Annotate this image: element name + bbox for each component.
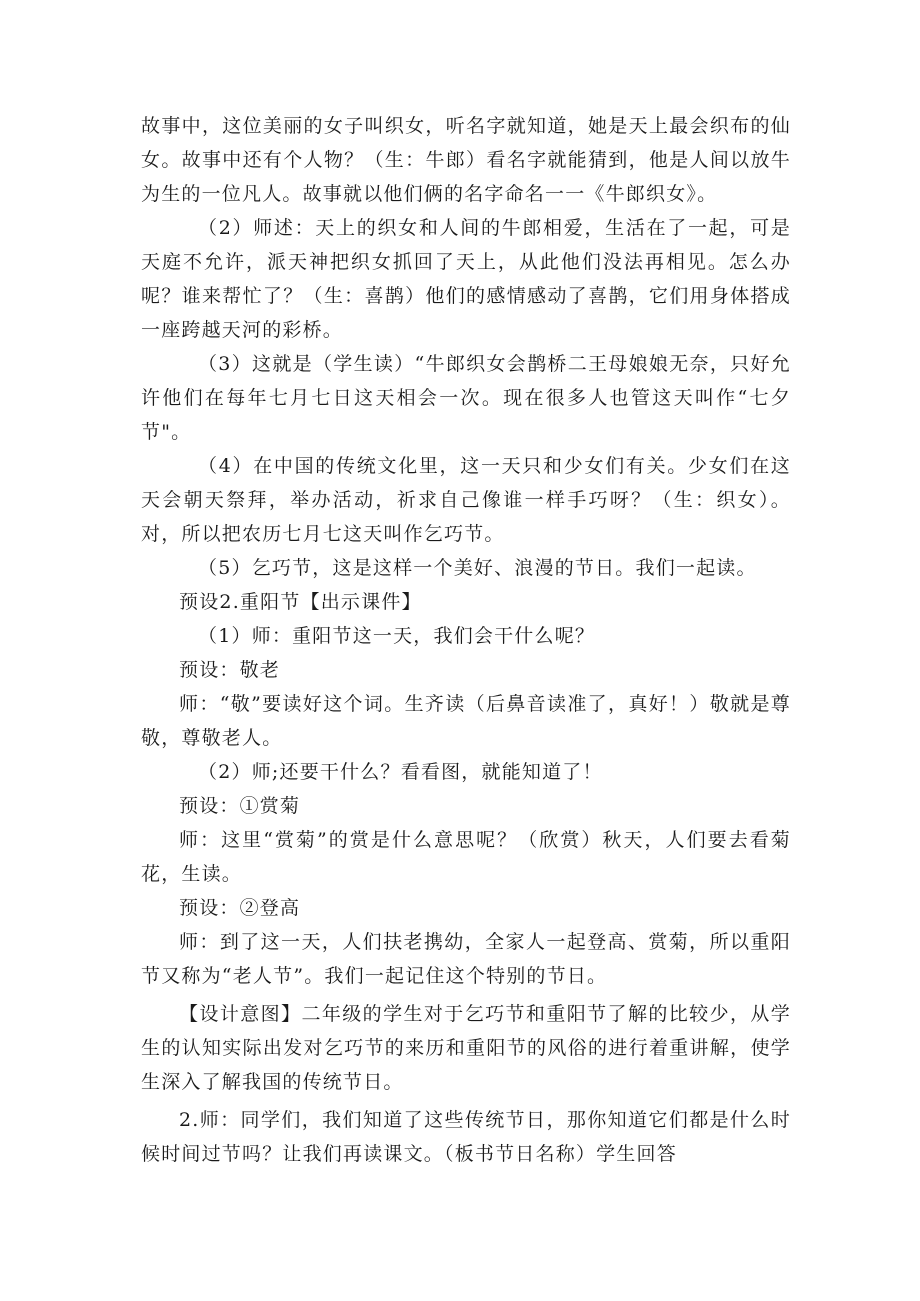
paragraph: （2）师述：天上的织女和人间的牛郎相爱，生活在了一起，可是天庭不允许，派天神把织女抓回了天上，从此他们没法再相见。怎么办呢？谁来帮忙了？（生：喜鹊）他们的感情感动了喜鹊，它们用身体搭成一座跨越天河的彩桥。 (141, 217, 791, 341)
paragraph: 预设：②登高 (179, 897, 301, 919)
paragraph: 师：“敬”要读好这个词。生齐读（后鼻音读准了，真好！）敬就是尊敬，尊敬老人。 (141, 693, 791, 749)
paragraph: 预设2.重阳节【出示课件】 (179, 591, 422, 613)
paragraph: 预设：①赏菊 (179, 795, 301, 817)
paragraph: （3）这就是（学生读）“牛郎织女会鹊桥二王母娘娘无奈，只好允许他们在每年七月七日这天相会一次。现在很多人也管这天叫作“七夕节"。 (141, 353, 791, 443)
document-body (141, 109, 791, 1171)
paragraph: （4）在中国的传统文化里，这一天只和少女们有关。少女们在这天会朝天祭拜，举办活动，祈求自己像谁一样手巧呀？（生：织女）。对，所以把农历七月七这天叫作乞巧节。 (141, 455, 791, 545)
paragraph: （5）乞巧节，这是这样一个美好、浪漫的节日。我们一起读。 (198, 557, 757, 579)
paragraph: （1）师：重阳节这一天，我们会干什么呢？ (198, 625, 596, 647)
paragraph: 预设：敬老 (179, 659, 281, 681)
design-intent-paragraph: 【设计意图】二年级的学生对于乞巧节和重阳节了解的比较少，从学生的认知实际出发对乞巧节的来历和重阳节的风俗的进行着重讲解，使学生深入了解我国的传统节日。 (141, 1003, 791, 1093)
paragraph: 师：这里“赏菊”的赏是什么意思呢？（欣赏）秋天，人们要去看菊花，生读。 (141, 829, 791, 885)
paragraph: 2.师：同学们，我们知道了这些传统节日，那你知道它们都是什么时候时间过节吗？让我们再读课文。（板书节日名称）学生回答 (141, 1109, 791, 1165)
paragraph: （2）师;还要干什么？看看图，就能知道了！ (198, 761, 603, 783)
paragraph: 故事中，这位美丽的女子叫织女，听名字就知道，她是天上最会织布的仙女。故事中还有个人物？（生：牛郎）看名字就能猜到，他是人间以放牛为生的一位凡人。故事就以他们俩的名字命名一一《牛郎织女》。 (141, 115, 791, 205)
paragraph: 师：到了这一天，人们扶老携幼，全家人一起登高、赏菊，所以重阳节又称为“老人节”。我们一起记住这个特别的节日。 (141, 931, 791, 987)
